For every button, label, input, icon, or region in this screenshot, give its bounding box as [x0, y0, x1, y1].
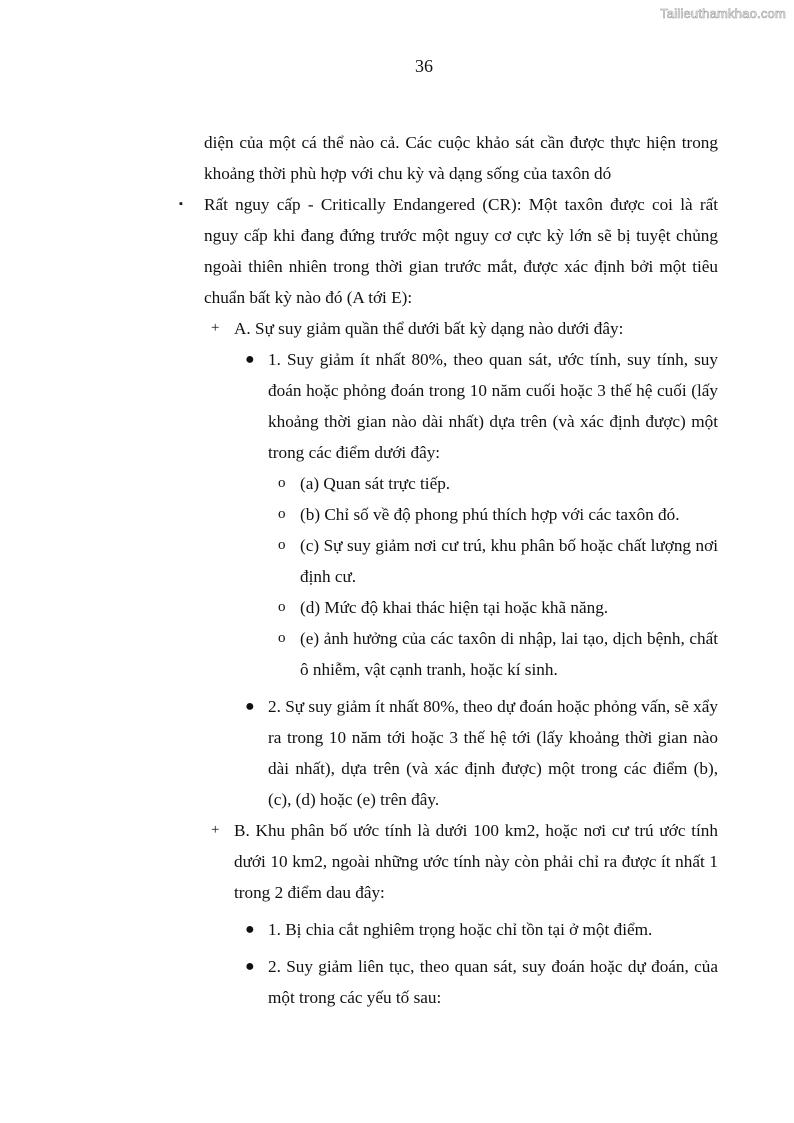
criterion-a-item-2-text: 2. Sự suy giảm ít nhất 80%, theo dự đoán hoặc phỏng vấn, sẽ xẩy ra trong 10 năm tới hoặc 3 thế hệ tới (lấy khoảng thời gian nào dài nhất), dựa trên (và xác định được) một trong các điểm (b), (c), (d) hoặc (e) trên đây.	[268, 697, 718, 809]
circle-bullet-icon: o	[278, 599, 286, 615]
criterion-b-item-2-text: 2. Suy giảm liên tục, theo quan sát, suy đoán hoặc dự đoán, của một trong các yếu tố sau:	[268, 957, 718, 1007]
cr-text: Rất nguy cấp - Critically Endangered (CR): Một taxôn được coi là rất nguy cấp khi đang đứng trước một nguy cơ cực kỳ lớn sẽ bị tuyệt chủng ngoài thiên nhiên trong thời gian trước mắt, được xác định bởi một tiêu chuẩn bất kỳ nào đó (A tới E):	[204, 195, 718, 307]
page-body	[179, 127, 718, 1013]
subitem-d-text: (d) Mức độ khai thác hiện tại hoặc khã năng.	[300, 598, 609, 617]
watermark: Tailieuthamkhao.com	[660, 6, 786, 21]
page-number: 36	[415, 56, 433, 76]
circle-bullet-icon: o	[278, 630, 286, 646]
circle-bullet-icon: o	[278, 537, 286, 553]
dot-bullet-icon: ●	[245, 921, 255, 938]
subitem-b-text: (b) Chỉ số về độ phong phú thích hợp với các taxôn đó.	[300, 505, 680, 524]
list-item	[278, 623, 718, 685]
dot-bullet-icon: ●	[245, 351, 255, 368]
list-item	[278, 592, 718, 623]
criterion-b-item-2	[245, 951, 718, 1013]
criterion-a-item-2	[245, 691, 718, 815]
dot-bullet-icon: ●	[245, 958, 255, 975]
plus-bullet-icon: +	[211, 320, 220, 336]
list-item	[278, 468, 718, 499]
criterion-a-item-1-text: 1. Suy giảm ít nhất 80%, theo quan sát, ước tính, suy tính, suy đoán hoặc phỏng đoán trong 10 năm cuối hoặc 3 thế hệ cuối (lấy khoảng thời gian nào dài nhất) dựa trên (và xác định được) một trong các điểm dưới đây:	[268, 350, 718, 462]
criterion-a-item-1	[245, 344, 718, 468]
criterion-b	[211, 815, 718, 908]
dot-bullet-icon: ●	[245, 698, 255, 715]
circle-bullet-icon: o	[278, 475, 286, 491]
intro-paragraph: diện của một cá thể nào cả. Các cuộc khảo sát cần được thực hiện trong khoảng thời phù hợp với chu kỳ và dạng sống của taxôn dó	[204, 133, 718, 183]
criterion-b-text: B. Khu phân bố ước tính là dưới 100 km2, hoặc nơi cư trú ước tính dưới 10 km2, ngoài những ước tính này còn phải chỉ ra được ít nhất 1 trong 2 điểm dau đây:	[234, 821, 718, 902]
criterion-b-item-1-text: 1. Bị chia cắt nghiêm trọng hoặc chỉ tồn tại ở một điểm.	[268, 920, 653, 939]
list-item	[278, 530, 718, 592]
cr-item	[179, 189, 718, 313]
subitem-c-text: (c) Sự suy giảm nơi cư trú, khu phân bố hoặc chất lượng nơi định cư.	[300, 536, 718, 586]
subitem-e-text: (e) ảnh hưởng của các taxôn di nhập, lai tạo, dịch bệnh, chất ô nhiễm, vật cạnh tranh, hoặc kí sinh.	[300, 629, 718, 679]
criterion-a	[211, 313, 718, 344]
plus-bullet-icon: +	[211, 822, 220, 838]
criterion-a-text: A. Sự suy giảm quần thể dưới bất kỳ dạng nào dưới đây:	[234, 319, 624, 338]
list-item	[278, 499, 718, 530]
circle-bullet-icon: o	[278, 506, 286, 522]
square-bullet-icon: ▪	[179, 198, 183, 210]
subitem-a-text: (a) Quan sát trực tiếp.	[300, 474, 451, 493]
criterion-b-item-1	[245, 914, 718, 945]
